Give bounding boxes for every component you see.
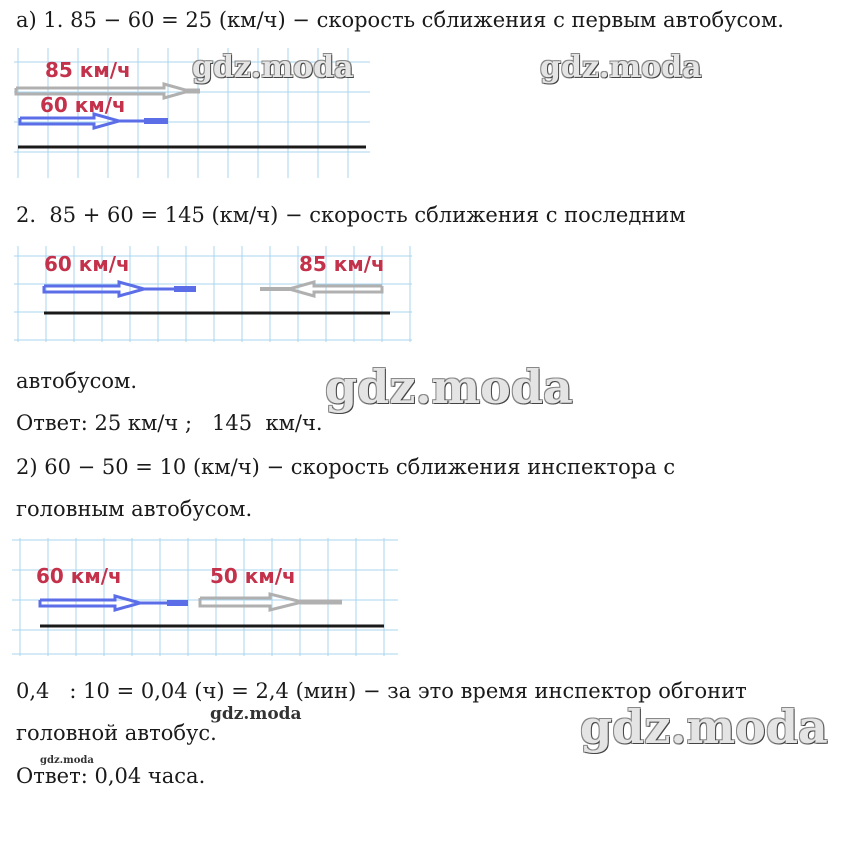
watermark: gdz.moda bbox=[210, 704, 302, 724]
gray-arrow bbox=[200, 594, 342, 610]
diagram-1 bbox=[14, 48, 370, 178]
watermark: gdz.moda bbox=[580, 700, 828, 754]
solution-line-6: головным автобусом. bbox=[16, 497, 253, 521]
diagram-2 bbox=[14, 246, 412, 342]
answer-line-2: Ответ: 0,04 часа. bbox=[16, 764, 206, 788]
watermark: gdz.moda bbox=[40, 755, 94, 766]
solution-line-7: 0,4 : 10 = 0,04 (ч) = 2,4 (мин) − за это время инспектор обгонит bbox=[16, 679, 747, 703]
speed-label-60: 60 км/ч bbox=[44, 252, 130, 276]
speed-label-50: 50 км/ч bbox=[210, 564, 296, 588]
solution-line-1: а) 1. 85 − 60 = 25 (км/ч) − скорость сближения с первым автобусом. bbox=[16, 8, 784, 32]
speed-label-85: 85 км/ч bbox=[299, 252, 385, 276]
blue-arrow bbox=[40, 596, 188, 610]
watermark: gdz.moda bbox=[325, 360, 573, 414]
speed-label-60: 60 км/ч bbox=[36, 564, 122, 588]
solution-line-2: 2. 85 + 60 = 145 (км/ч) − скорость сближения с последним bbox=[16, 203, 686, 227]
speed-label-60: 60 км/ч bbox=[40, 93, 126, 117]
solution-line-5: 2) 60 − 50 = 10 (км/ч) − скорость сближения инспектора с bbox=[16, 455, 676, 479]
diagram-3-svg bbox=[12, 538, 398, 656]
answer-line-1: Ответ: 25 км/ч ; 145 км/ч. bbox=[16, 411, 323, 435]
solution-line-8: головной автобус. bbox=[16, 721, 217, 745]
speed-label-85: 85 км/ч bbox=[45, 58, 131, 82]
diagram-3 bbox=[12, 538, 398, 656]
watermark: gdz.moda bbox=[540, 50, 702, 85]
watermark: gdz.moda bbox=[192, 50, 354, 85]
solution-line-3: автобусом. bbox=[16, 369, 138, 393]
